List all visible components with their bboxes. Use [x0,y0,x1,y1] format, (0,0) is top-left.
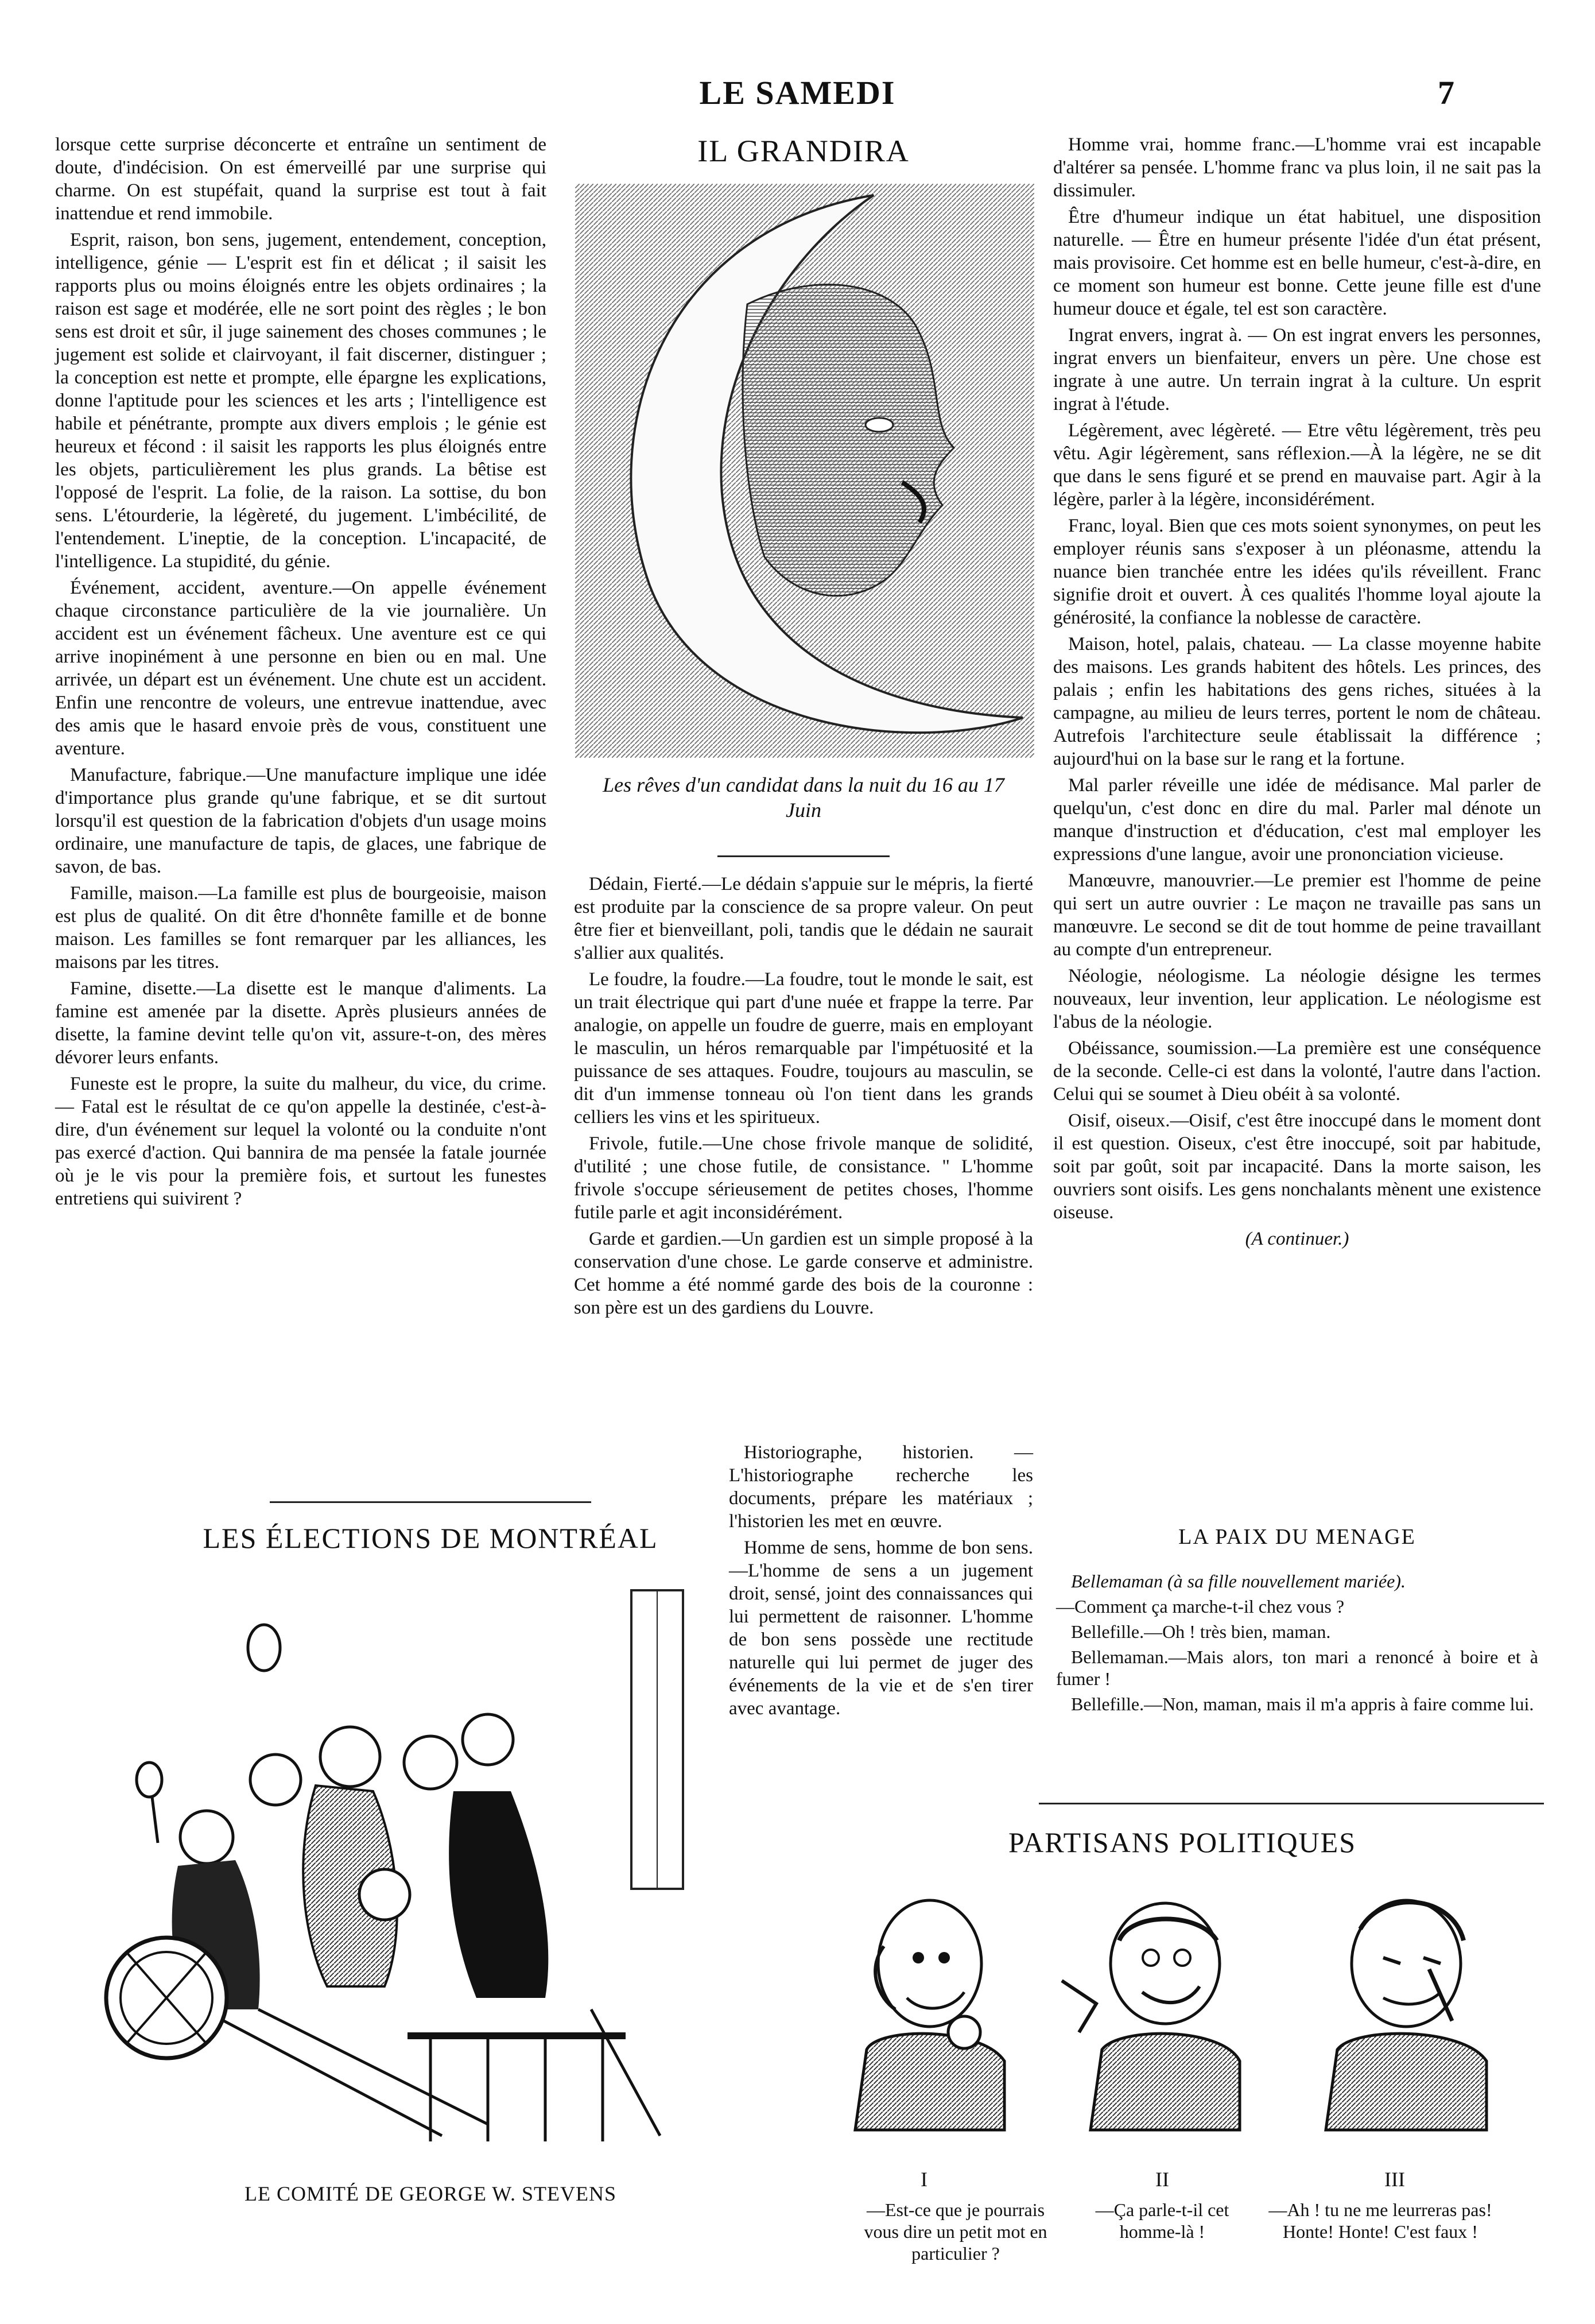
paragraph: Événement, accident, aventure.—On appelle événement chaque circonstance particulière de la vie journalière. Un accident est un événement fâcheux. Une aventure est ce qui arrive inopinément à une personne en bien ou en mal. Une arrivée, un départ est un événement. Une chute est un accident. Enfin une rencontre de voleurs, une entrevue inattendue, avec des amis que le hasard envoie près de vous, constituent une aventure. [55,578,546,759]
panel-caption: —Est-ce que je pourrais vous dire un petit mot en particulier ? [864,2199,1047,2264]
paragraph: Garde et gardien.—Un gardien est un simple proposé à la conservation d'une chose. Le garde conserve et administre. Cet homme a été nommé garde des bois de la couronne : son père est un des gardiens du Louvre. [574,1229,1033,1318]
divider [717,855,890,857]
page-number: 7 [1438,74,1454,111]
column-middle [574,873,1033,1323]
paragraph: Homme de sens, homme de bon sens.—L'homme de sens a un jugement droit, sensé, joint des connaissances qui lui permettent de raisonner. L'homme de bon sens possède une rectitude naturelle qui lui permet de juger des événements de la vie et de s'en tirer avec avantage. [729,1537,1033,1719]
paragraph: lorsque cette surprise déconcerte et entraîne un sentiment de doute, d'indécision. On est émerveillé par une surprise qui charme. On est stupéfait, quand la surprise est tout à fait inattendue et rend immobile. [55,134,546,224]
partisan-two-figure [1062,1903,1240,2130]
panel-caption: —Ah ! tu ne me leurreras pas! Honte! Honte! C'est faux ! [1268,2199,1492,2242]
dialogue-line: Bellemaman.—Mais alors, ton mari a renoncé à boire et à fumer ! [1056,1647,1538,1689]
panel-caption: —Ça parle-t-il cet homme-là ! [1095,2199,1229,2242]
partisan-one-figure [855,1900,1004,2130]
paragraph: Obéissance, soumission.—La première est une conséquence de la seconde. Celle-ci est dans la volonté, l'autre dans l'action. Celui qui se soumet à Dieu obéit à sa volonté. [1053,1038,1541,1105]
paragraph: Esprit, raison, bon sens, jugement, entendement, conception, intelligence, génie — L'esprit est fin et délicat ; il saisit les rapports plus ou moins éloignés entre les objets ordinaires ; la raison est sage et modérée, elle ne sort point des règles ; le bon sens est droit et sûr, il juge sainement des choses communes ; le jugement est solide et clairvoyant, il fait discerner, distinguer ; la conception est nette et prompte, elle épargne les explications, donne l'aptitude pour les sciences et les arts ; l'intelligence est habile et pénétrante, prompte aux divers emplois ; le génie est heureux et fécond : il saisit les rapports les plus éloignés entre les objets, particulièrement les plus grands. La bêtise est l'opposé de l'esprit. La folie, de la raison. La sottise, du bon sens. L'étourderie, la légèreté, du jugement. L'imbécilité, de l'entendement. L'ineptie, de la conception. L'incapacité, de l'intelligence. La stupidité, du génie. [55,230,546,572]
paragraph: Maison, hotel, palais, chateau. — La classe moyenne habite des maisons. Les grands habitent des hôtels. Les princes, des palais ; enfin les habitations des gens riches, situées à la campagne, au milieu de leurs terres, portent le nom de château. Autrefois l'architecture seule établissait la différence ; aujourd'hui on la base sur le rang et la fortune. [1053,634,1541,769]
column-right [1053,133,1541,1254]
paragraph: Funeste est le propre, la suite du malheur, du vice, du crime. — Fatal est le résultat de ce qu'on appelle la destinée, c'est-à-dire, d'un événement sur lequel la volonté ou la conduite n'ont pas exercé d'action. Qui bannira de ma pensée la fatale journée où je le vis pour la première fois, et surtout les funestes entretiens qui suivirent ? [55,1074,546,1209]
paragraph: Homme vrai, homme franc.—L'homme vrai est incapable d'altérer sa pensée. L'homme franc va plus loin, il ne sait pas la dissimuler. [1053,134,1541,201]
il-grandira-caption: Les rêves d'un candidat dans la nuit du 16 au 17 Juin [603,773,1004,822]
elections-title: LES ÉLECTIONS DE MONTRÉAL [203,1522,658,1554]
masthead-title: LE SAMEDI [699,74,896,111]
panel-numeral: I [921,2168,927,2191]
column-left [55,133,546,1214]
paragraph: Manufacture, fabrique.—Une manufacture implique une idée d'importance plus grande qu'une fabrique, et se dit surtout lorsqu'il est question de la fabrication d'objets d'un usage moins ordinaire, une manufacture de tapis, de glaces, une fabrique de savon, de bas. [55,765,546,877]
paragraph: Légèrement, avec légèreté. — Etre vêtu légèrement, très peu vêtu. Agir légèrement, sans réflexion.—À la légère, ne se dit que dans le sens figuré et se prend en mauvaise part. Agir à la légère, parler à la légère, inconsidérément. [1053,420,1541,510]
dialogue-line: Bellemaman (à sa fille nouvellement mariée). [1071,1571,1406,1591]
paragraph: Dédain, Fierté.—Le dédain s'appuie sur le mépris, la fierté est produite par la conscience de sa propre valeur. On peut être fier et bienveillant, poli, tandis que le dédain ne saurait s'allier aux qualités. [574,874,1033,963]
paix-title: LA PAIX DU MENAGE [1178,1525,1416,1549]
partisan-three-figure [1326,1900,1487,2130]
partisans-title: PARTISANS POLITIQUES [1008,1826,1357,1858]
crescent-moon-illustration [575,184,1034,758]
election-committee-illustration [86,1573,717,2147]
paragraph: Franc, loyal. Bien que ces mots soient synonymes, on peut les employer réunis sans s'exposer à un pléonasme, attendu la nuance bien tranchée entre les idées qu'ils réveillent. Franc signifie droit et ouvert. À ces qualités l'homme loyal ajoute la générosité, la confiance la noblesse de caractère. [1053,516,1541,628]
paragraph: Le foudre, la foudre.—La foudre, tout le monde le sait, est un trait électrique qui part d'une nuée et frappe la terre. Par analogie, on appelle un foudre de guerre, mais en employant le masculin, un héros remarquable par l'impétuosité et la puissance de ses attaques. Foudre, toujours au masculin, se dit d'un immense tonneau où l'on tient dans les grands celliers les vins et les spiritueux. [574,969,1033,1128]
divider [270,1501,591,1503]
paragraph: Néologie, néologisme. La néologie désigne les termes nouveaux, leur invention, leur application. Le néologisme est l'abus de la néologie. [1053,966,1541,1032]
dialogue-line: —Comment ça marche-t-il chez vous ? [1056,1596,1345,1617]
paragraph: Frivole, futile.—Une chose frivole manque de solidité, d'utilité ; une chose futile, de consistance. " L'homme frivole s'occupe sérieusement de petites choses, l'homme futile parle et agit inconsidérément. [574,1133,1033,1223]
paragraph: Historiographe, historien. — L'historiographe recherche les documents, prépare les matériaux ; l'historien les met en œuvre. [729,1442,1033,1532]
elections-caption: LE COMITÉ DE GEORGE W. STEVENS [245,2182,616,2205]
dialogue-line: Bellefille.—Oh ! très bien, maman. [1071,1621,1331,1642]
paragraph: Manœuvre, manouvrier.—Le premier est l'homme de peine qui sert un autre ouvrier : Le maçon ne travaille pas sans un manœuvre. Le second se dit de tout homme de peine travaillant au compte d'un entrepreneur. [1053,870,1541,960]
paragraph: Mal parler réveille une idée de médisance. Mal parler de quelqu'un, c'est donc en dire du mal. Parler mal dénote un manque d'instruction et d'éducation, c'est mal employer les expressions d'une langue, avoir une prononciation vicieuse. [1053,775,1541,865]
paragraph: Famine, disette.—La disette est le manque d'aliments. La famine est amenée par la disette. Après plusieurs années de disette, la famine devint telle qu'on vit, assure-t-on, des mères dévorer leurs enfants. [55,978,546,1068]
paragraph: Ingrat envers, ingrat à. — On est ingrat envers les personnes, ingrat envers un bienfaiteur, envers un père. Une chose est ingrate à une autre. Un terrain ingrat à la culture. Un esprit ingrat à l'étude. [1053,325,1541,415]
paragraph: Être d'humeur indique un état habituel, une disposition naturelle. — Être en humeur présente l'idée d'un état présent, mais provisoire. Cet homme est en belle humeur, c'est-à-dire, en ce moment son humeur est bonne. Cette jeune fille est d'une humeur douce et égale, tel est son caractère. [1053,207,1541,319]
divider [1039,1803,1544,1804]
dialogue-line: Bellefille.—Non, maman, mais il m'a appris à faire comme lui. [1071,1694,1534,1714]
to-be-continued: (A continuer.) [1245,1229,1349,1249]
paix-dialogue [1056,1570,1538,1718]
il-grandira-title: IL GRANDIRA [697,134,910,168]
panel-numeral: II [1155,2168,1169,2191]
column-middle-lower [729,1441,1033,1723]
paragraph: Famille, maison.—La famille est plus de bourgeoisie, maison est plus de qualité. On dit être d'honnête famille et de bonne maison. Les familles se font remarquer par les alliances, les maisons par les titres. [55,883,546,973]
paragraph: Oisif, oiseux.—Oisif, c'est être inoccupé dans le moment dont il est question. Oiseux, c'est être inoccupé, soit par habitude, soit par goût, soit par incapacité. Dans la morte saison, les ouvriers sont oisifs. Les gens nonchalants mènent une existence oiseuse. [1053,1110,1541,1223]
partisans-cartoon [832,1877,1550,2141]
panel-numeral: III [1384,2168,1405,2191]
